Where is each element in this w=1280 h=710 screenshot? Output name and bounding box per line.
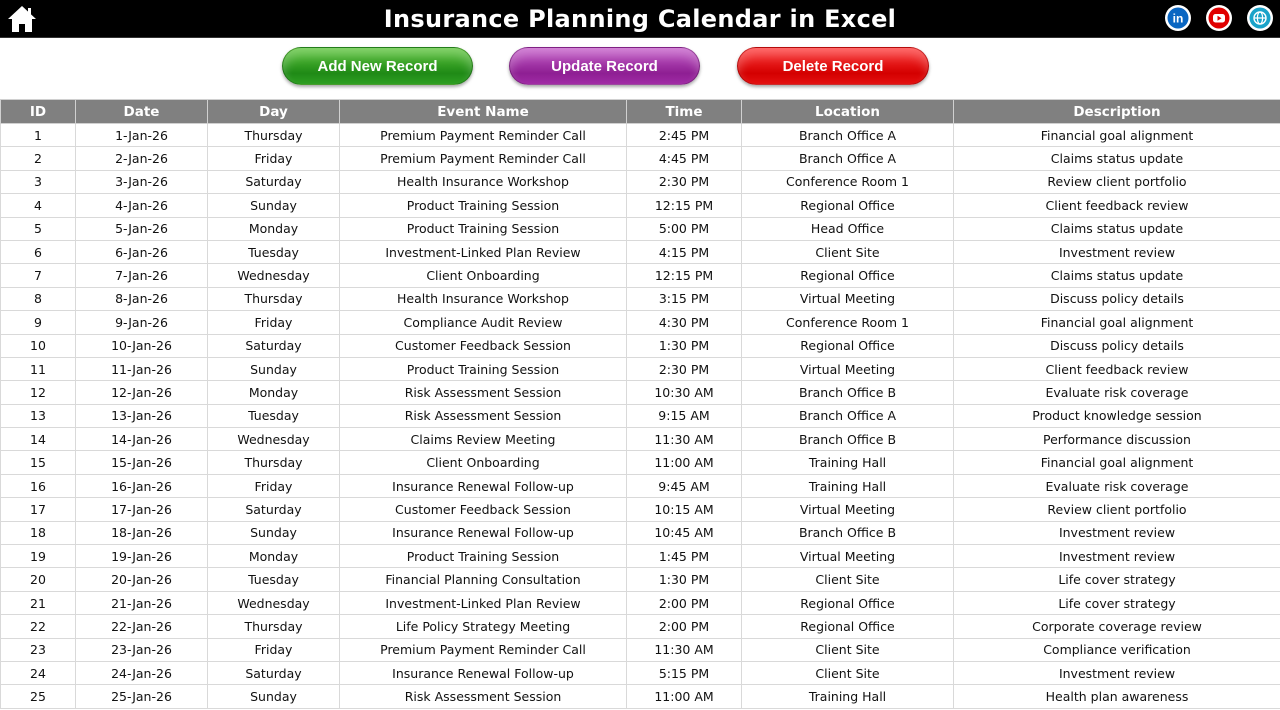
table-cell[interactable]: Financial Planning Consultation	[340, 568, 627, 591]
table-cell[interactable]: Sunday	[208, 357, 340, 380]
table-cell[interactable]: 10:30 AM	[627, 381, 742, 404]
table-cell[interactable]: Product Training Session	[340, 545, 627, 568]
table-cell[interactable]: 24	[1, 661, 76, 684]
table-row[interactable]	[1, 451, 1280, 474]
table-cell[interactable]: Saturday	[208, 170, 340, 193]
table-row[interactable]	[1, 194, 1280, 217]
table-cell[interactable]: 18	[1, 521, 76, 544]
table-cell[interactable]: 10:15 AM	[627, 498, 742, 521]
table-cell[interactable]: Friday	[208, 638, 340, 661]
table-body	[1, 124, 1280, 709]
table-cell[interactable]: Client Site	[742, 638, 954, 661]
table-cell[interactable]: Client Onboarding	[340, 264, 627, 287]
table-cell[interactable]: 13	[1, 404, 76, 427]
table-cell[interactable]: Premium Payment Reminder Call	[340, 124, 627, 147]
table-cell[interactable]: 19-Jan-26	[76, 545, 208, 568]
table-cell[interactable]: Branch Office B	[742, 521, 954, 544]
table-cell[interactable]: Investment review	[954, 545, 1280, 568]
svg-text:in: in	[1172, 11, 1184, 26]
column-header[interactable]: Event Name	[340, 100, 627, 124]
table-row[interactable]	[1, 545, 1280, 568]
table-cell[interactable]: 11:00 AM	[627, 451, 742, 474]
table-cell[interactable]: Tuesday	[208, 568, 340, 591]
page-title: Insurance Planning Calendar in Excel	[383, 5, 897, 33]
table-cell[interactable]: 10:45 AM	[627, 521, 742, 544]
table-cell[interactable]: Product Training Session	[340, 194, 627, 217]
table-cell[interactable]: Wednesday	[208, 591, 340, 614]
table-cell[interactable]: Branch Office B	[742, 428, 954, 451]
table-cell[interactable]: 1:45 PM	[627, 545, 742, 568]
table-cell[interactable]: Customer Feedback Session	[340, 498, 627, 521]
table-cell[interactable]: Monday	[208, 217, 340, 240]
table-cell[interactable]: Branch Office A	[742, 404, 954, 427]
table-cell[interactable]: 4:45 PM	[627, 147, 742, 170]
table-cell[interactable]: 22-Jan-26	[76, 615, 208, 638]
table-row[interactable]	[1, 615, 1280, 638]
table-cell[interactable]: Investment review	[954, 240, 1280, 263]
table-cell[interactable]: Regional Office	[742, 264, 954, 287]
table-row[interactable]	[1, 568, 1280, 591]
table-cell[interactable]: Discuss policy details	[954, 334, 1280, 357]
table-row[interactable]	[1, 124, 1280, 147]
table-cell[interactable]: 2-Jan-26	[76, 147, 208, 170]
table-cell[interactable]: 10-Jan-26	[76, 334, 208, 357]
table-row[interactable]	[1, 521, 1280, 544]
table-cell[interactable]: Life Policy Strategy Meeting	[340, 615, 627, 638]
table-cell[interactable]: Wednesday	[208, 264, 340, 287]
table-cell[interactable]: Thursday	[208, 287, 340, 310]
table-cell[interactable]: 6	[1, 240, 76, 263]
table-cell[interactable]: Virtual Meeting	[742, 357, 954, 380]
table-row[interactable]	[1, 661, 1280, 684]
table-cell[interactable]: 2	[1, 147, 76, 170]
table-cell[interactable]: 17-Jan-26	[76, 498, 208, 521]
youtube-icon[interactable]	[1205, 4, 1233, 32]
table-cell[interactable]: 3	[1, 170, 76, 193]
table-cell[interactable]: Corporate coverage review	[954, 615, 1280, 638]
table-row[interactable]	[1, 311, 1280, 334]
table-row[interactable]	[1, 147, 1280, 170]
table-cell[interactable]: 5	[1, 217, 76, 240]
table-cell[interactable]: 1:30 PM	[627, 334, 742, 357]
table-cell[interactable]: Customer Feedback Session	[340, 334, 627, 357]
table-cell[interactable]: Training Hall	[742, 474, 954, 497]
table-cell[interactable]: Risk Assessment Session	[340, 381, 627, 404]
table-cell[interactable]: Performance discussion	[954, 428, 1280, 451]
table-row[interactable]	[1, 428, 1280, 451]
table-cell[interactable]: 9:15 AM	[627, 404, 742, 427]
table-row[interactable]	[1, 334, 1280, 357]
add-record-button[interactable]: Add New Record	[282, 47, 473, 85]
table-cell[interactable]: Client feedback review	[954, 194, 1280, 217]
table-cell[interactable]: 1-Jan-26	[76, 124, 208, 147]
table-cell[interactable]: Insurance Renewal Follow-up	[340, 474, 627, 497]
column-header[interactable]: Description	[954, 100, 1280, 124]
table-cell[interactable]: Tuesday	[208, 240, 340, 263]
table-cell[interactable]: 4-Jan-26	[76, 194, 208, 217]
update-record-button[interactable]: Update Record	[509, 47, 700, 85]
table-cell[interactable]: Product Training Session	[340, 217, 627, 240]
table-header-row	[1, 100, 1280, 124]
table-row[interactable]	[1, 638, 1280, 661]
table-cell[interactable]: 20-Jan-26	[76, 568, 208, 591]
table-cell[interactable]: Insurance Renewal Follow-up	[340, 521, 627, 544]
table-cell[interactable]: Thursday	[208, 615, 340, 638]
table-row[interactable]	[1, 404, 1280, 427]
table-cell[interactable]: 5:15 PM	[627, 661, 742, 684]
table-cell[interactable]: 14-Jan-26	[76, 428, 208, 451]
table-cell[interactable]: 16-Jan-26	[76, 474, 208, 497]
table-cell[interactable]: Health Insurance Workshop	[340, 287, 627, 310]
table-cell[interactable]: Compliance verification	[954, 638, 1280, 661]
table-cell[interactable]: Discuss policy details	[954, 287, 1280, 310]
table-cell[interactable]: 2:00 PM	[627, 591, 742, 614]
table-cell[interactable]: Premium Payment Reminder Call	[340, 638, 627, 661]
column-header[interactable]: Day	[208, 100, 340, 124]
table-row[interactable]	[1, 381, 1280, 404]
table-cell[interactable]: 14	[1, 428, 76, 451]
table-cell[interactable]: Monday	[208, 545, 340, 568]
table-cell[interactable]: Regional Office	[742, 194, 954, 217]
table-cell[interactable]: 10	[1, 334, 76, 357]
table-cell[interactable]: Review client portfolio	[954, 498, 1280, 521]
table-row[interactable]	[1, 264, 1280, 287]
table-cell[interactable]: Evaluate risk coverage	[954, 474, 1280, 497]
table-cell[interactable]: Product knowledge session	[954, 404, 1280, 427]
table-cell[interactable]: Claims status update	[954, 147, 1280, 170]
table-cell[interactable]: Thursday	[208, 451, 340, 474]
column-header[interactable]: Date	[76, 100, 208, 124]
linkedin-icon[interactable]	[1164, 4, 1192, 32]
table-cell[interactable]: Regional Office	[742, 591, 954, 614]
title-bar	[0, 0, 1280, 38]
column-header[interactable]: Location	[742, 100, 954, 124]
table-cell[interactable]: Training Hall	[742, 685, 954, 708]
table-cell[interactable]: 18-Jan-26	[76, 521, 208, 544]
website-icon[interactable]	[1246, 4, 1274, 32]
table-cell[interactable]: 2:45 PM	[627, 124, 742, 147]
table-cell[interactable]: Investment-Linked Plan Review	[340, 591, 627, 614]
table-cell[interactable]: 8	[1, 287, 76, 310]
table-cell[interactable]: Conference Room 1	[742, 311, 954, 334]
table-cell[interactable]: Investment review	[954, 521, 1280, 544]
table-cell[interactable]: 15-Jan-26	[76, 451, 208, 474]
table-cell[interactable]: 4	[1, 194, 76, 217]
table-cell[interactable]: 23	[1, 638, 76, 661]
table-cell[interactable]: Virtual Meeting	[742, 545, 954, 568]
table-cell[interactable]: 15	[1, 451, 76, 474]
table-row[interactable]	[1, 357, 1280, 380]
column-header[interactable]: ID	[1, 100, 76, 124]
table-cell[interactable]: 12:15 PM	[627, 264, 742, 287]
table-cell[interactable]: Health plan awareness	[954, 685, 1280, 708]
table-row[interactable]	[1, 287, 1280, 310]
table-cell[interactable]: Friday	[208, 311, 340, 334]
table-cell[interactable]: 9-Jan-26	[76, 311, 208, 334]
table-cell[interactable]: 24-Jan-26	[76, 661, 208, 684]
table-cell[interactable]: 16	[1, 474, 76, 497]
table-cell[interactable]: Saturday	[208, 661, 340, 684]
table-cell[interactable]: Life cover strategy	[954, 591, 1280, 614]
table-cell[interactable]: 2:00 PM	[627, 615, 742, 638]
table-cell[interactable]: Financial goal alignment	[954, 124, 1280, 147]
table-cell[interactable]: 7	[1, 264, 76, 287]
table-cell[interactable]: Saturday	[208, 334, 340, 357]
table-cell[interactable]: Health Insurance Workshop	[340, 170, 627, 193]
table-cell[interactable]: Sunday	[208, 194, 340, 217]
table-cell[interactable]: 11	[1, 357, 76, 380]
table-cell[interactable]: 8-Jan-26	[76, 287, 208, 310]
table-cell[interactable]: 19	[1, 545, 76, 568]
table-cell[interactable]: Friday	[208, 474, 340, 497]
table-cell[interactable]: Client Site	[742, 240, 954, 263]
table-cell[interactable]: Client Site	[742, 568, 954, 591]
table-cell[interactable]: 5:00 PM	[627, 217, 742, 240]
table-cell[interactable]: 25-Jan-26	[76, 685, 208, 708]
table-cell[interactable]: 20	[1, 568, 76, 591]
table-cell[interactable]: 3-Jan-26	[76, 170, 208, 193]
table-cell[interactable]: Thursday	[208, 124, 340, 147]
table-cell[interactable]: Investment-Linked Plan Review	[340, 240, 627, 263]
table-cell[interactable]: Insurance Renewal Follow-up	[340, 661, 627, 684]
table-cell[interactable]: 5-Jan-26	[76, 217, 208, 240]
table-cell[interactable]: Premium Payment Reminder Call	[340, 147, 627, 170]
table-cell[interactable]: Conference Room 1	[742, 170, 954, 193]
table-cell[interactable]: 11:30 AM	[627, 638, 742, 661]
table-cell[interactable]: Tuesday	[208, 404, 340, 427]
table-cell[interactable]: 21-Jan-26	[76, 591, 208, 614]
table-cell[interactable]: Risk Assessment Session	[340, 404, 627, 427]
table-row[interactable]	[1, 217, 1280, 240]
table-cell[interactable]: Investment review	[954, 661, 1280, 684]
table-cell[interactable]: Wednesday	[208, 428, 340, 451]
table-cell[interactable]: Client Site	[742, 661, 954, 684]
table-cell[interactable]: 7-Jan-26	[76, 264, 208, 287]
table-cell[interactable]: Evaluate risk coverage	[954, 381, 1280, 404]
table-cell[interactable]: Branch Office A	[742, 124, 954, 147]
delete-record-button[interactable]: Delete Record	[737, 47, 929, 85]
table-cell[interactable]: Branch Office A	[742, 147, 954, 170]
table-cell[interactable]: 9:45 AM	[627, 474, 742, 497]
table-cell[interactable]: 3:15 PM	[627, 287, 742, 310]
table-cell[interactable]: Financial goal alignment	[954, 311, 1280, 334]
table-row[interactable]	[1, 591, 1280, 614]
table-cell[interactable]: Saturday	[208, 498, 340, 521]
table-cell[interactable]: Risk Assessment Session	[340, 685, 627, 708]
table-row[interactable]	[1, 240, 1280, 263]
table-cell[interactable]: 1	[1, 124, 76, 147]
table-cell[interactable]: Claims status update	[954, 264, 1280, 287]
table-cell[interactable]: Regional Office	[742, 615, 954, 638]
table-cell[interactable]: 12-Jan-26	[76, 381, 208, 404]
table-cell[interactable]: Product Training Session	[340, 357, 627, 380]
table-cell[interactable]: 12	[1, 381, 76, 404]
table-row[interactable]	[1, 685, 1280, 708]
table-cell[interactable]: 4:30 PM	[627, 311, 742, 334]
table-cell[interactable]: Claims Review Meeting	[340, 428, 627, 451]
records-table	[0, 99, 1280, 709]
table-cell[interactable]: Sunday	[208, 521, 340, 544]
table-cell[interactable]: Virtual Meeting	[742, 287, 954, 310]
table-cell[interactable]: 9	[1, 311, 76, 334]
table-cell[interactable]: 23-Jan-26	[76, 638, 208, 661]
table-cell[interactable]: Life cover strategy	[954, 568, 1280, 591]
table-cell[interactable]: Friday	[208, 147, 340, 170]
table-cell[interactable]: 1:30 PM	[627, 568, 742, 591]
table-cell[interactable]: Financial goal alignment	[954, 451, 1280, 474]
table-row[interactable]	[1, 474, 1280, 497]
table-cell[interactable]: Monday	[208, 381, 340, 404]
table-row[interactable]	[1, 498, 1280, 521]
table-cell[interactable]: 11:00 AM	[627, 685, 742, 708]
table-cell[interactable]: 21	[1, 591, 76, 614]
table-cell[interactable]: Client Onboarding	[340, 451, 627, 474]
table-cell[interactable]: Claims status update	[954, 217, 1280, 240]
table-cell[interactable]: 13-Jan-26	[76, 404, 208, 427]
table-cell[interactable]: Branch Office B	[742, 381, 954, 404]
table-cell[interactable]: 22	[1, 615, 76, 638]
table-cell[interactable]: 4:15 PM	[627, 240, 742, 263]
table-cell[interactable]: 2:30 PM	[627, 170, 742, 193]
table-cell[interactable]: 17	[1, 498, 76, 521]
table-cell[interactable]: Training Hall	[742, 451, 954, 474]
table-cell[interactable]: Sunday	[208, 685, 340, 708]
table-cell[interactable]: 11-Jan-26	[76, 357, 208, 380]
table-cell[interactable]: Head Office	[742, 217, 954, 240]
table-cell[interactable]: 11:30 AM	[627, 428, 742, 451]
table-cell[interactable]: Review client portfolio	[954, 170, 1280, 193]
table-cell[interactable]: 2:30 PM	[627, 357, 742, 380]
table-cell[interactable]: Compliance Audit Review	[340, 311, 627, 334]
table-row[interactable]	[1, 170, 1280, 193]
table-cell[interactable]: Virtual Meeting	[742, 498, 954, 521]
table-cell[interactable]: 25	[1, 685, 76, 708]
column-header[interactable]: Time	[627, 100, 742, 124]
table-cell[interactable]: Client feedback review	[954, 357, 1280, 380]
table-cell[interactable]: 6-Jan-26	[76, 240, 208, 263]
table-cell[interactable]: 12:15 PM	[627, 194, 742, 217]
table-cell[interactable]: Regional Office	[742, 334, 954, 357]
